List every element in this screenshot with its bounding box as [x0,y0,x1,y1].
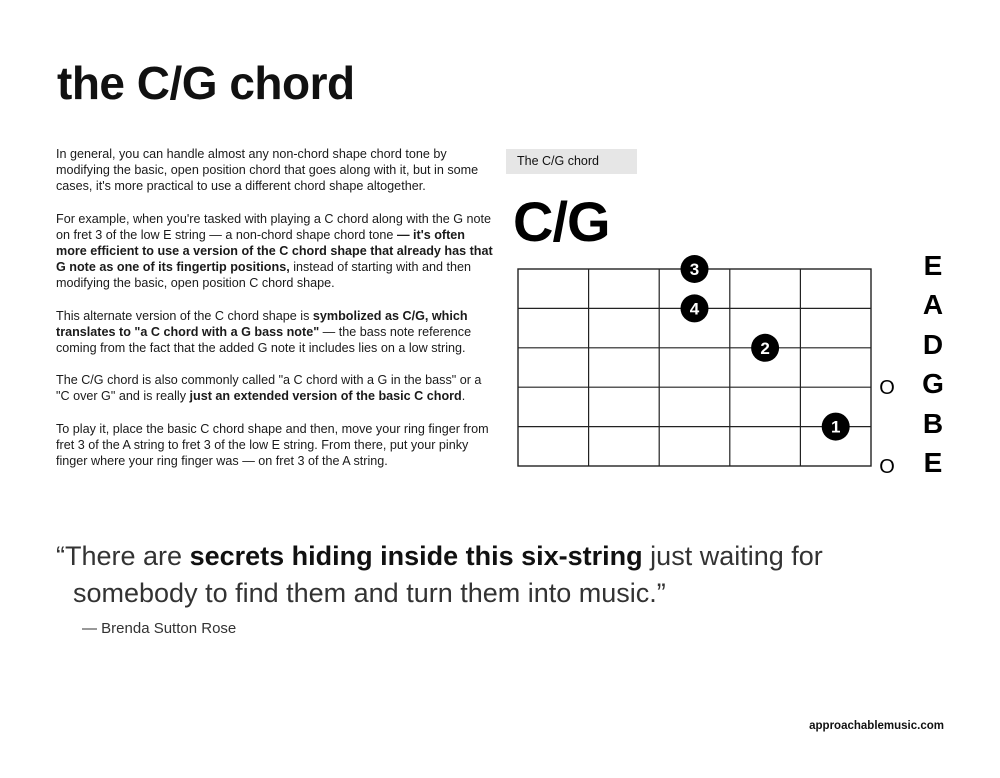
string-name-5: B [922,407,944,439]
article-body [56,146,496,485]
string-name-1: E [923,250,943,281]
paragraph-2-run-2: — it's often more efficient to use a version of the C chord shape that already has that G note as one of its fingertip positions, [56,227,493,275]
site-url: approachablemusic.com [809,720,944,732]
paragraph-3 [56,308,496,357]
quote-line-1 [56,538,936,575]
paragraph-1 [56,146,496,195]
paragraph-5-run-1: To play it, place the basic C chord shape and then, move your ring finger from fret 3 of the A string to fret 3 of the low E string. From there, put your pinky finger where your ring finger was — on fret 3 of the A string. [56,421,489,469]
paragraph-3-run-2: symbolized as C/G, which translates to "a C chord with a G bass note" [56,308,468,339]
page-title: the C/G chord [57,57,355,109]
open-string-marker: O [879,377,895,400]
quote-part-2: just waiting for [642,541,823,571]
paragraph-4 [56,372,496,404]
paragraph-3-run-3: — the bass note reference coming from the fact that the added G note it includes lies on a low string. [56,324,472,356]
quote-bold: secrets hiding inside this six-string [189,541,643,571]
finger-number-3: 3 [689,260,700,279]
paragraph-4-run-1: The C/G chord is also commonly called "a C chord with a G in the bass" or a "C over G" and is really [56,373,482,404]
string-name-6: E [923,447,943,478]
finger-number-1: 1 [830,417,841,437]
string-name-4: G [922,368,944,400]
open-string-marker: O [879,456,895,478]
paragraph-1-run-1: In general, you can handle almost any non-chord shape chord tone by modifying the basic, open position chord that goes along with it, but in some cases, it's more practical to use a different chord shape altogether. [56,147,479,194]
chord-name: C/G [513,190,610,253]
paragraph-5 [56,421,496,470]
finger-number-2: 2 [760,338,770,358]
quote-author: — Brenda Sutton Rose [82,620,237,637]
quote-open-mark: “ [56,541,65,571]
string-name-2: A [922,289,944,321]
string-name-3: D [922,328,944,360]
paragraph-2-run-3: instead of starting with and then modifying the basic, open position C chord shape. [56,260,472,291]
finger-number-4: 4 [689,299,700,319]
chord-tag: The C/G chord [506,149,637,174]
chord-fretboard-diagram [500,250,910,480]
paragraph-2-run-1: For example, when you're tasked with playing a C chord along with the G note on fret 3 of the low E string — a non-chord shape chord tone [56,211,492,242]
paragraph-4-run-3: . [461,389,466,404]
paragraph-3-run-1: This alternate version of the C chord shape is [56,308,313,323]
paragraph-2 [56,211,496,292]
quote [56,538,936,612]
quote-line-2: somebody to find them and turn them into music.” [73,578,666,608]
paragraph-4-run-2: just an extended version of the basic C chord [189,389,462,404]
quote-part-1: There are [65,541,190,571]
